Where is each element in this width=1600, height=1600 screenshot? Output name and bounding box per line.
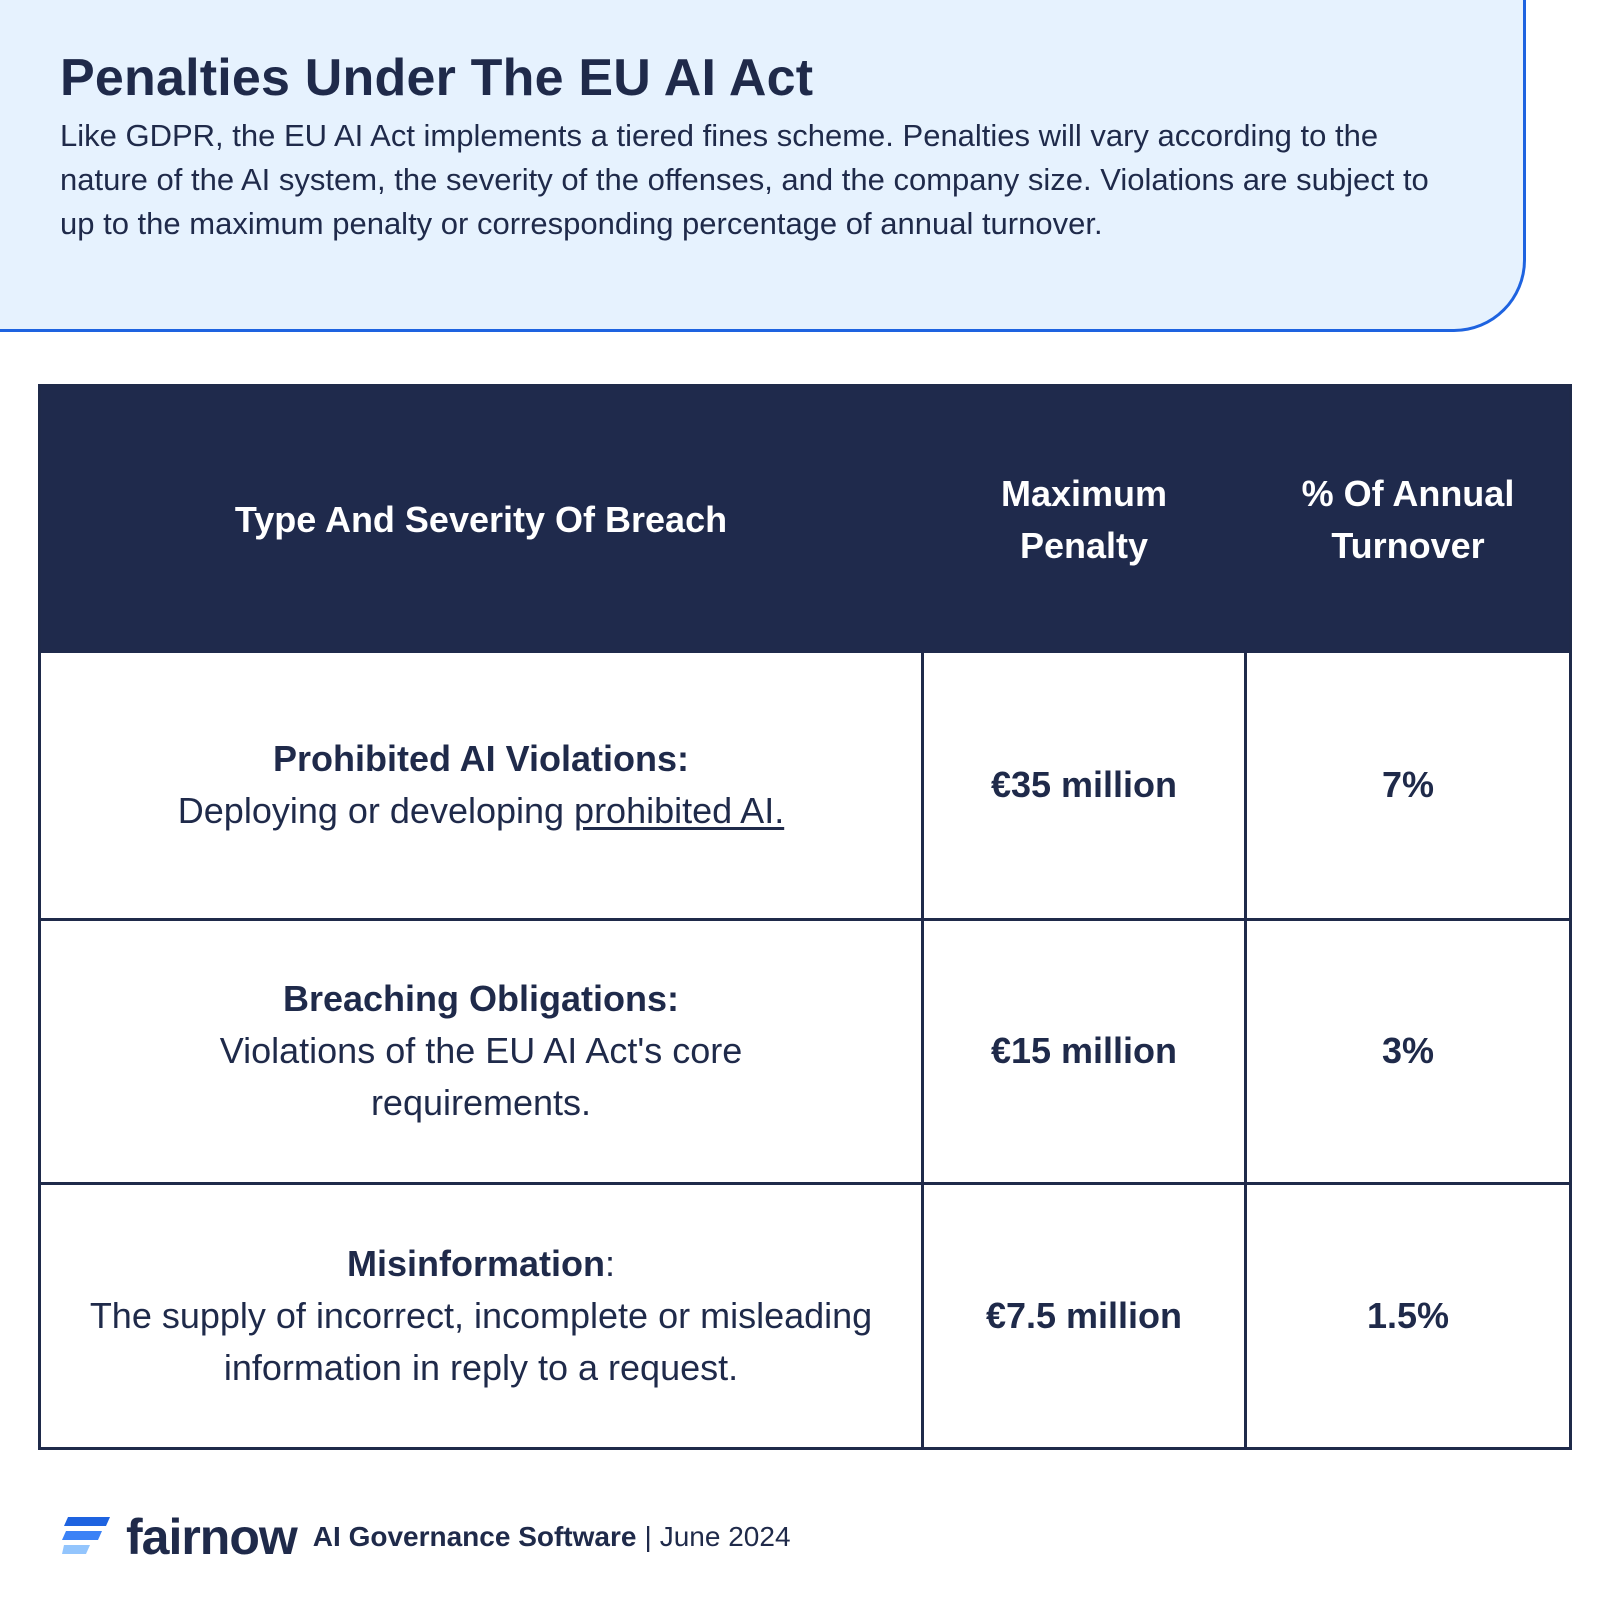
table-row-2-turnover <box>1247 918 1569 1183</box>
prohibited-ai-link[interactable]: prohibited AI. <box>574 790 785 832</box>
breach-title: Breaching Obligations: <box>282 978 680 1020</box>
footer <box>62 1509 791 1565</box>
penalties-table <box>38 384 1572 1450</box>
breach-description <box>178 785 784 837</box>
column-header-penalty-label: Maximum Penalty <box>1000 473 1168 566</box>
table-row-3-turnover <box>1247 1182 1569 1447</box>
table-row-3-breach <box>41 1182 921 1447</box>
header-panel <box>0 0 1526 332</box>
fairnow-stripes-icon <box>62 1515 112 1559</box>
brand-logo-text: fairnow <box>126 1509 297 1565</box>
table-row-1-penalty <box>921 653 1247 918</box>
column-header-turnover <box>1247 387 1569 653</box>
breach-title-text: Misinformation <box>346 1243 605 1285</box>
penalty-value: €35 million <box>990 764 1178 806</box>
table-row-1-turnover <box>1247 653 1569 918</box>
breach-title-colon: : <box>604 1243 615 1285</box>
penalty-value: €15 million <box>990 1030 1178 1072</box>
turnover-value: 1.5% <box>1366 1295 1450 1337</box>
turnover-value: 7% <box>1381 764 1435 806</box>
table-row-2-breach <box>41 918 921 1183</box>
table-row-3-penalty <box>921 1182 1247 1447</box>
column-header-turnover-label: % Of Annual Turnover <box>1301 473 1515 566</box>
separator: | <box>644 1521 652 1552</box>
breach-description: Violations of the EU AI Act's core requirements. <box>219 1030 743 1124</box>
penalty-value: €7.5 million <box>985 1295 1183 1337</box>
column-header-breach: Type And Severity Of Breach <box>41 387 921 653</box>
intro-paragraph: Like GDPR, the EU AI Act implements a tiered fines scheme. Penalties will vary according to the nature of the AI system, the severity of the offenses, and the company size. Violations are subject to up to the maximum penalty or corresponding percentage of annual turnover. <box>60 118 1429 241</box>
date: June 2024 <box>659 1521 791 1552</box>
page-title: Penalties Under The EU AI Act <box>60 49 814 107</box>
tagline: AI Governance Software <box>312 1521 637 1552</box>
table-row-1-breach <box>41 653 921 918</box>
breach-description: The supply of incorrect, incomplete or misleading information in reply to a request. <box>89 1295 873 1389</box>
breach-title: Prohibited AI Violations: <box>272 738 690 780</box>
turnover-value: 3% <box>1381 1030 1435 1072</box>
table-row-2-penalty <box>921 918 1247 1183</box>
breach-description-text: Deploying or developing <box>177 790 575 832</box>
column-header-penalty <box>921 387 1247 653</box>
breach-title <box>347 1238 615 1290</box>
